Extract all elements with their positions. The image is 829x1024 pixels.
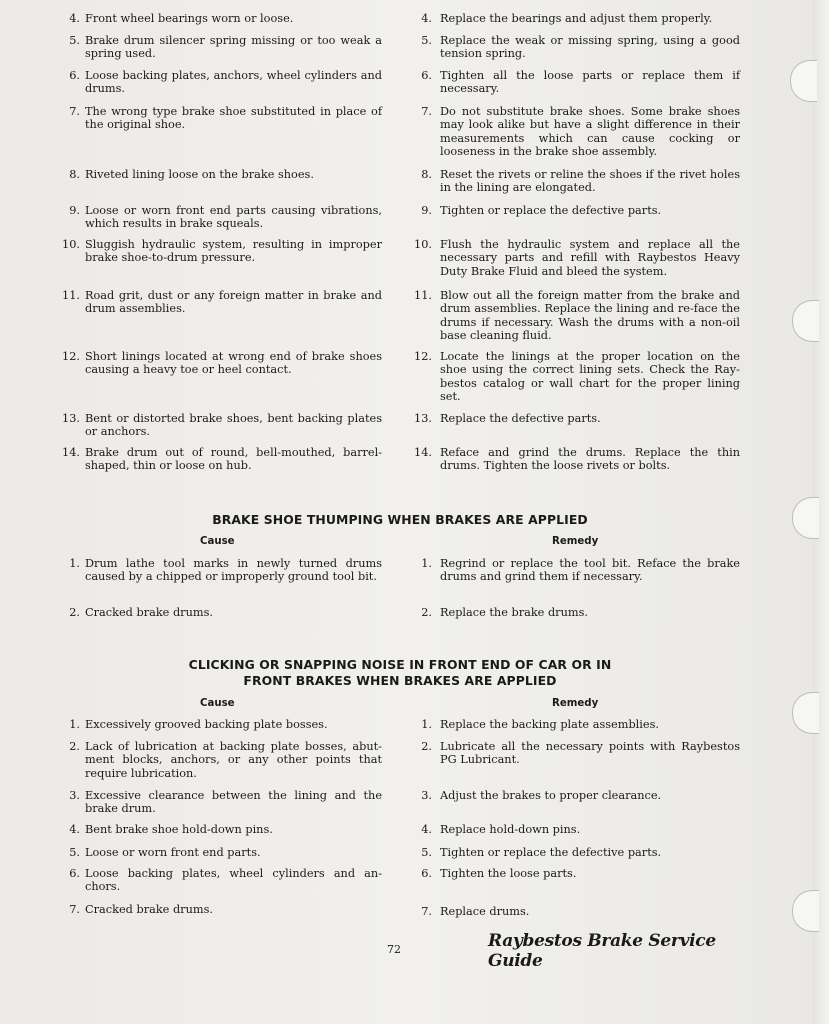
binder-hole: [792, 497, 819, 539]
brand-logo: Raybestos Brake Service Guide: [488, 931, 716, 971]
remedy-column-header: Remedy: [552, 536, 599, 547]
binder-hole: [792, 692, 819, 734]
binder-hole: [792, 300, 819, 342]
cause-column-header: Cause: [200, 536, 235, 547]
page-number: 72: [387, 943, 401, 956]
remedy-column-header: Remedy: [552, 698, 599, 709]
binder-hole: [790, 60, 817, 102]
binder-hole: [792, 890, 819, 932]
section-heading-clicking-line2: FRONT BRAKES WHEN BRAKES ARE APPLIED: [243, 673, 557, 688]
section-heading-clicking: CLICKING OR SNAPPING NOISE IN FRONT END OF CAR OR IN: [188, 657, 612, 672]
cause-column-header: Cause: [200, 698, 235, 709]
manual-page: 4. Front wheel bearings worn or loose. 4. Replace the bearings and adjust them properly. 5. Brake drum silencer spring missing or too weak a spring used. 5. Replace the weak or missing spring, using a good tension spring. 6. Loose backing plates, anchors, wheel cylinders and drums. 6. Tighten all the loose parts or replace them if necessary. 7. The wrong type brake shoe substituted in place of the original shoe. 7. Do not substitute brake shoes. Some brake shoes may look alike but have a slight difference in their measurements which can cause cocking or looseness in the brake shoe assembly. 8. Riveted lining loose on the brake shoes. 8. Reset the rivets or reline the shoes if the rivet holes in the lining are elongated. 9. Loose or worn front end parts causing vibrations, which results in brake squeals. 9. Tighten or replace the defective parts. 10. Sluggish hydraulic system, resulting in improper brake shoe-to-drum pressure. 10. Flush the hydraulic system and replace all the necessary parts and refill with Raybestos Heavy Duty Brake Fluid and bleed the system. 11. Road grit, dust or any foreign matter in brake and drum assemblies. 11. Blow out all the foreign matter from the brake and drum assemblies. Replace the lining and re-face the drums if necessary. Wash the drums with a non-oil base cleaning fluid. 12. Short linings located at wrong end of brake shoes causing a heavy toe or heel contact. 12. Locate the linings at the proper location on the shoe using the correct lining sets. Check the Ray-bestos catalog or wall chart for the proper lining set. 13. Bent or distorted brake shoes, bent backing plates or anchors. 13. Replace the defective parts. 14. Brake drum out of round, bell-mouthed, barrel-shaped, thin or loose on hub. 14. Reface and grind the drums. Replace the thin drums. Tighten the loose rivets or bolts. BRAKE SHOE THUMPING WHEN BRAKES ARE APPLIED Cause Remedy 1. Drum lathe tool marks in newly turned drums caused by a chipped or improperly ground tool bit. 1. Regrind or replace the tool bit. Reface the brake drums and grind them if necessary. 2. Cracked brake drums. 2. Replace the brake drums. CLICKING OR SNAPPING NOISE IN FRONT END OF CAR OR IN FRONT BRAKES WHEN BRAKES ARE APPLIED Cause Remedy 1. Excessively grooved backing plate bosses. 1. Replace the backing plate assemblies. 2. Lack of lubrication at backing plate bosses, abut-ment blocks, anchors, or any other points that require lubrication. 2. Lubricate all the necessary points with Raybestos PG Lubricant. 3. Excessive clearance between the lining and the brake drum. 3. Adjust the brakes to proper clearance. 4. Bent brake shoe hold-down pins. 4. Replace hold-down pins. 5. Loose or worn front end parts. 5. Tighten or replace the defective parts. 6. Loose backing plates, wheel cylinders and an-chors. 6. Tighten the loose parts. 7. Cracked brake drums. 7. Replace drums. 72 Raybestos Brake Service Guide: [0, 0, 829, 1024]
section-heading-thumping: BRAKE SHOE THUMPING WHEN BRAKES ARE APPLIED: [212, 512, 588, 527]
